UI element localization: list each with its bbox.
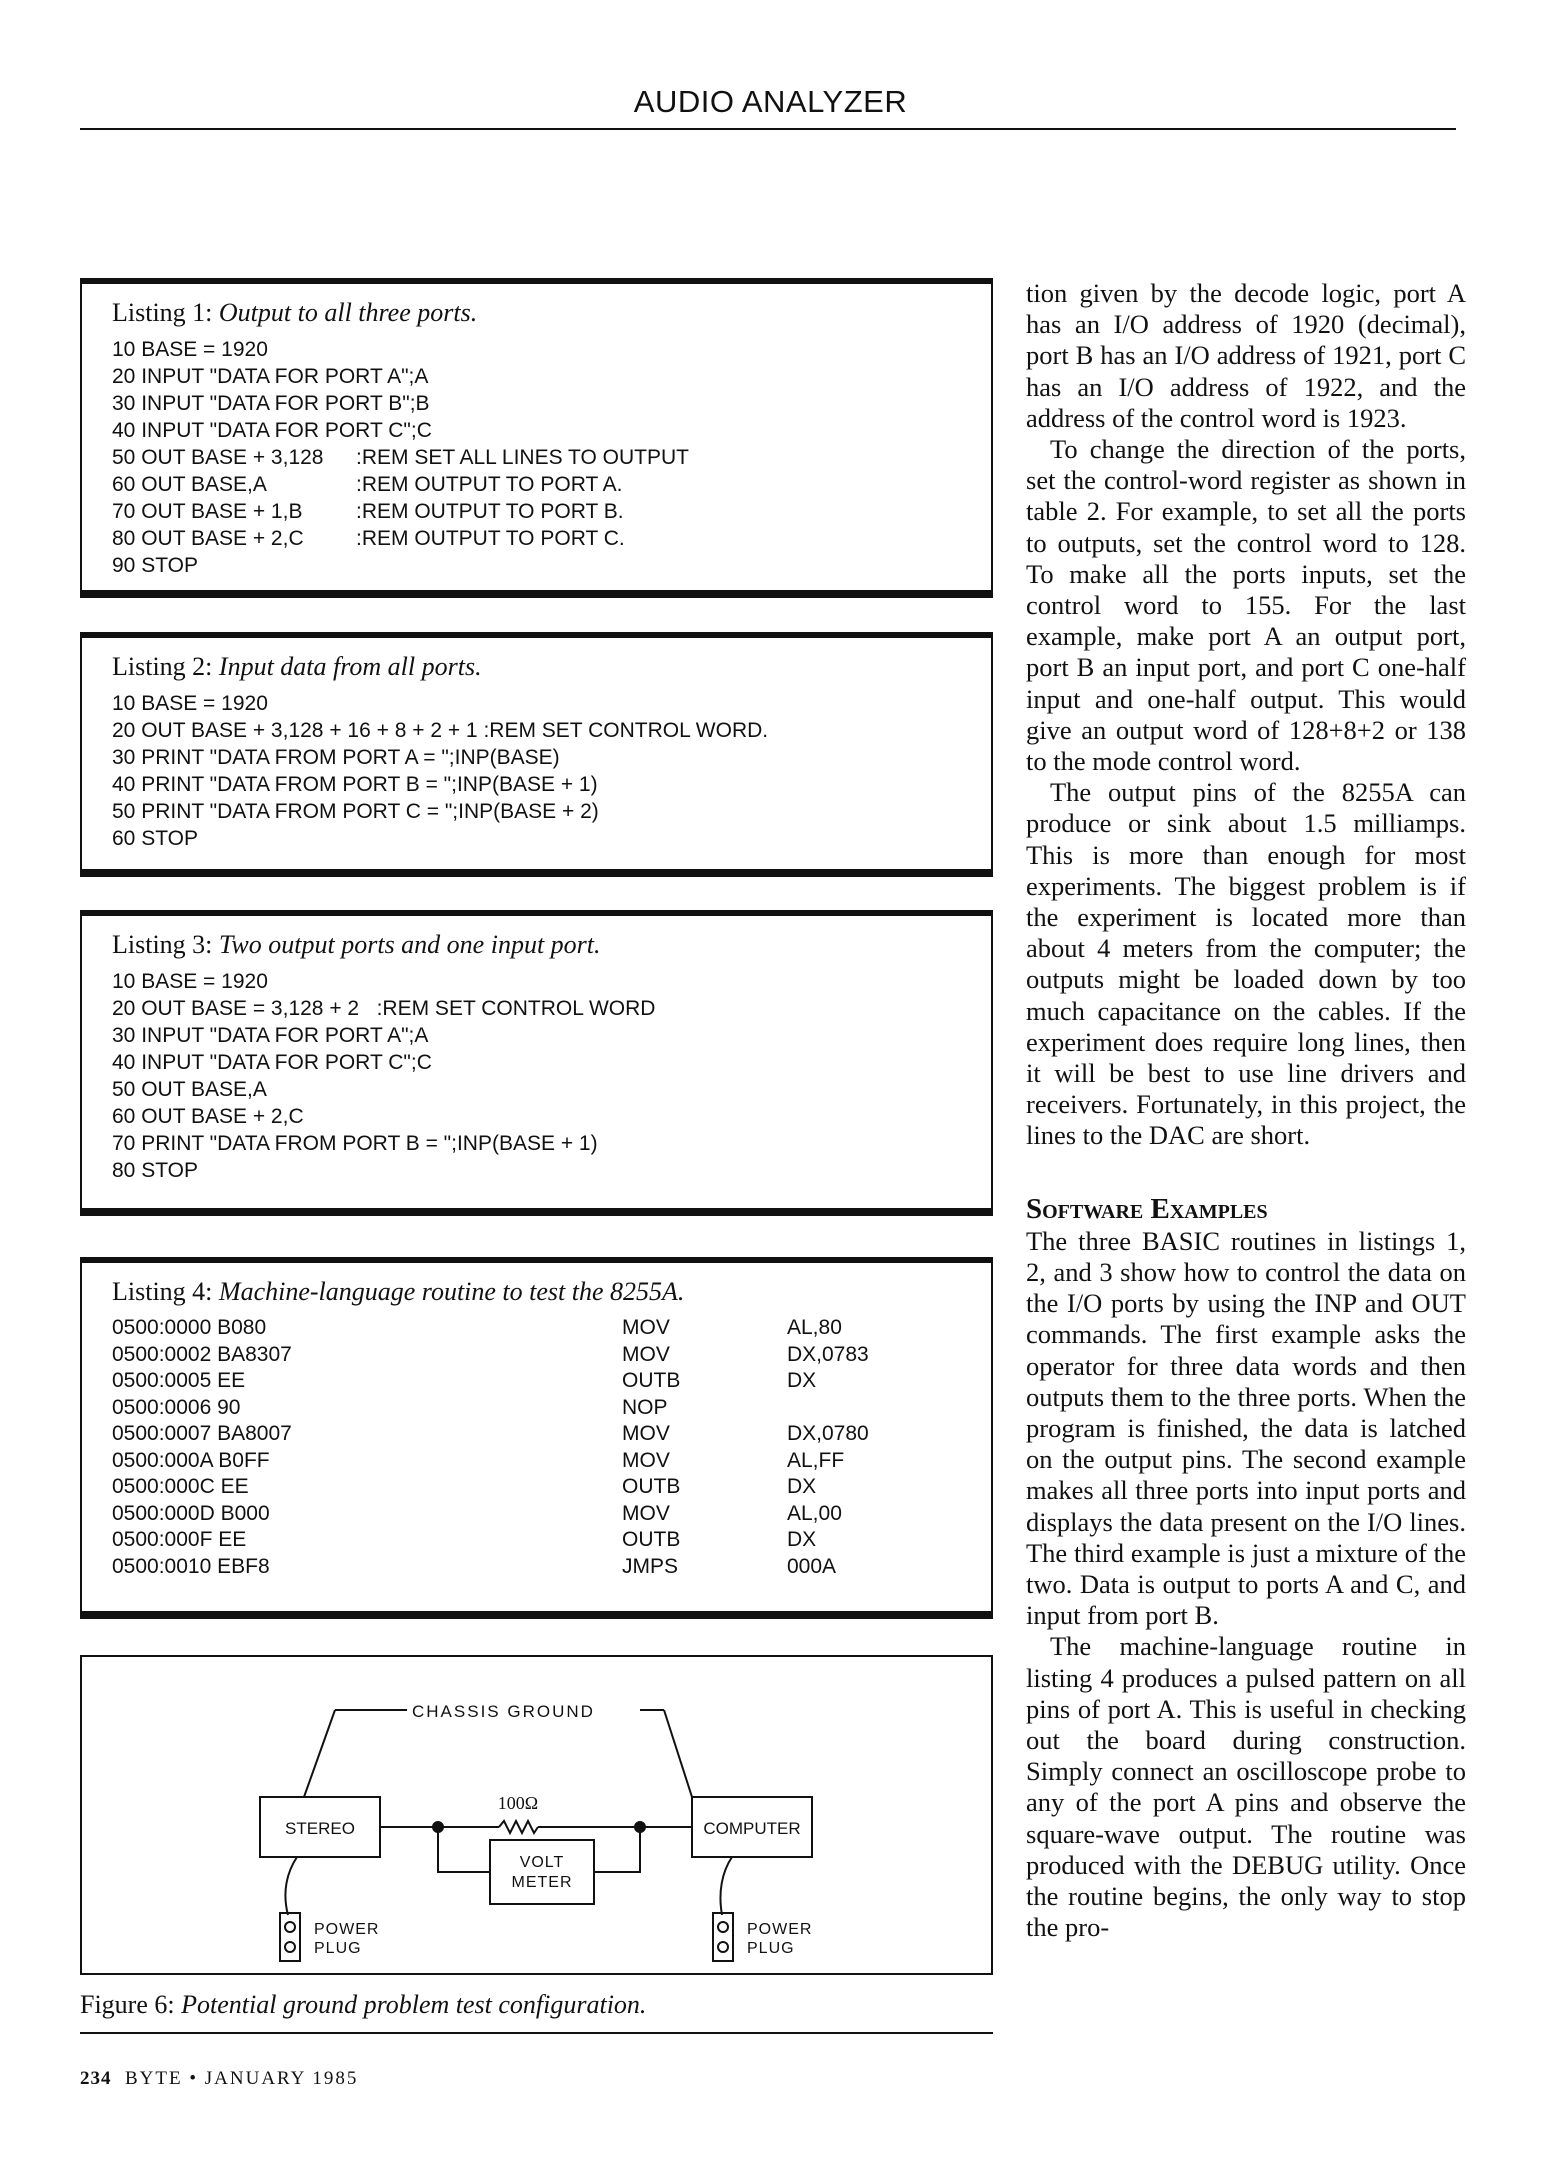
figure-6-diagram [80, 1655, 993, 1975]
listing-1 [80, 278, 993, 598]
ground-line-left-diag [304, 1710, 335, 1797]
asm-row: 0500:0000 B080 MOV AL,80 [112, 1316, 842, 1339]
code-line: 20 OUT BASE + 3,128 + 16 + 8 + 2 + 1 :REM SET CONTROL WORD. [112, 719, 769, 742]
running-header: AUDIO ANALYZER [633, 84, 908, 119]
asm-row: 0500:000C EE OUTB DX [112, 1475, 817, 1498]
volt-meter-label-2: METER [511, 1874, 573, 1891]
code-line: 60 OUT BASE,A :REM OUTPUT TO PORT A. [112, 473, 623, 496]
asm-row: 0500:0005 EE OUTB DX [112, 1369, 817, 1392]
magazine-issue: BYTE • JANUARY 1985 [125, 2068, 359, 2089]
code-line: 80 OUT BASE + 2,C :REM OUTPUT TO PORT C. [112, 527, 625, 550]
code-line: 80 STOP [112, 1159, 198, 1182]
computer-power-cord [720, 1857, 732, 1915]
computer-power-label-1: POWER [747, 1921, 813, 1938]
asm-row: 0500:0007 BA8007 MOV DX,0780 [112, 1422, 869, 1445]
volt-meter-box [490, 1840, 594, 1904]
paragraph: To change the direction of the ports, set the control-word register as shown in table 2. For example, to set all the ports to outputs, set the control word to 128. To make all the ports inputs, set the control word to 155. For the last example, make port A an output port, port B an input port, and port C one-half input and one-half output. This would give an output word of 128+8+2 or 138 to the mode control word. [1026, 434, 1466, 777]
asm-row: 0500:0010 EBF8 JMPS 000A [112, 1554, 837, 1578]
code-line: 90 STOP [112, 554, 198, 577]
listing-1-code [112, 336, 991, 579]
paragraph: The machine-language routine in listing 4 produces a pulsed pattern on all pins of port A. This is useful in checking out the board during construction. Simply connect an oscilloscope probe to any of the port A pins and observe the square-wave output. The routine was produced with the DEBUG utility. Once the routine begins, the only way to stop the pro- [1026, 1631, 1466, 1943]
stereo-power-label-2: PLUG [314, 1940, 362, 1957]
code-line: 50 OUT BASE + 3,128 :REM SET ALL LINES TO OUTPUT [112, 446, 689, 469]
code-line: 30 PRINT "DATA FROM PORT A = ";INP(BASE) [112, 746, 560, 769]
code-line: 60 OUT BASE + 2,C [112, 1105, 304, 1128]
listing-2-code [112, 690, 991, 852]
listing-3-code [112, 968, 991, 1184]
asm-row: 0500:000D B000 MOV AL,00 [112, 1501, 842, 1525]
stereo-power-plug-icon [280, 1913, 300, 1961]
computer-power-plug-icon [713, 1913, 733, 1961]
volt-meter-label-1: VOLT [519, 1854, 565, 1871]
listing-3 [80, 910, 993, 1216]
code-line: 20 INPUT "DATA FOR PORT A";A [112, 365, 429, 388]
page-number: 234 [80, 2068, 112, 2089]
asm-row: 0500:000A B0FF MOV AL,FF [112, 1448, 845, 1472]
code-line: 40 INPUT "DATA FOR PORT C";C [112, 1051, 432, 1074]
paragraph: The output pins of the 8255A can produce or sink about 1.5 milliamps. This is more than enough for most experiments. The biggest problem is if the experiment is located more than about 4 meters from the computer; the outputs might be loaded down by too much capacitance on the cables. If the experiment does require long lines, then it will be best to use line drivers and receivers. Fortunately, in this project, the lines to the DAC are short. [1026, 777, 1466, 1151]
code-line: 10 BASE = 1920 [112, 338, 268, 361]
code-line: 70 OUT BASE + 1,B :REM OUTPUT TO PORT B. [112, 500, 624, 523]
code-line: 60 STOP [112, 827, 198, 850]
code-line: 50 OUT BASE,A [112, 1078, 267, 1101]
code-line: 30 INPUT "DATA FOR PORT A";A [112, 1024, 429, 1047]
code-line: 40 INPUT "DATA FOR PORT C";C [112, 419, 432, 442]
code-line: 10 BASE = 1920 [112, 970, 268, 993]
listing-2-title: Listing 2: Input data from all ports. [112, 652, 482, 681]
asm-row: 0500:0006 90 NOP [112, 1395, 668, 1419]
caption-rule [80, 2032, 993, 2034]
chassis-ground-label: CHASSIS GROUND [412, 1702, 595, 1721]
stereo-power-cord [285, 1857, 297, 1915]
code-line: 50 PRINT "DATA FROM PORT C = ";INP(BASE + 2) [112, 800, 599, 823]
listing-4-code [112, 1315, 991, 1580]
code-line: 10 BASE = 1920 [112, 692, 268, 715]
computer-label: COMPUTER [703, 1819, 801, 1838]
computer-power-label-2: PLUG [747, 1940, 795, 1957]
resistor-label: 100Ω [497, 1793, 539, 1813]
stereo-label: STEREO [285, 1819, 355, 1838]
paragraph: tion given by the decode logic, port A has an I/O address of 1920 (decimal), port B has an I/O address of 1921, port C has an I/O address of 1922, and the address of the control word is 1923. [1026, 278, 1466, 433]
section-heading: Software Examples [1026, 1192, 1268, 1225]
listing-1-title: Listing 1: Output to all three ports. [112, 298, 478, 327]
stereo-power-label-1: POWER [314, 1921, 380, 1938]
listing-4-title: Listing 4: Machine-language routine to test the 8255A. [112, 1277, 685, 1306]
circuit-diagram [82, 1657, 991, 1973]
code-line: 30 INPUT "DATA FOR PORT B";B [112, 392, 430, 415]
code-line: 70 PRINT "DATA FROM PORT B = ";INP(BASE + 1) [112, 1132, 598, 1155]
paragraph: The three BASIC routines in listings 1, 2, and 3 show how to control the data on the I/O ports by using the INP and OUT commands. The first example asks the operator for three data words and then outputs them to the three ports. When the program is finished, the data is latched on the output pins. The second example makes all three ports into input ports and displays the data present on the I/O lines. The third example is just a mixture of the two. Data is output to ports A and C, and input from port B. [1026, 1225, 1466, 1631]
listing-3-title: Listing 3: Two output ports and one input port. [112, 930, 601, 959]
header-rule [80, 128, 1456, 130]
listing-4 [80, 1257, 993, 1619]
listing-2 [80, 632, 993, 877]
ground-line-right-diag [664, 1710, 692, 1797]
body-text-column [1026, 278, 1466, 1943]
resistor-symbol [499, 1821, 538, 1833]
asm-row: 0500:000F EE OUTB DX [112, 1528, 817, 1551]
code-line: 20 OUT BASE = 3,128 + 2 :REM SET CONTROL WORD [112, 997, 656, 1020]
asm-row: 0500:0002 BA8307 MOV DX,0783 [112, 1342, 869, 1366]
code-line: 40 PRINT "DATA FROM PORT B = ";INP(BASE + 1) [112, 773, 598, 796]
meter-lead-right [594, 1829, 640, 1872]
meter-lead-left [438, 1829, 490, 1872]
page-footer [80, 2068, 358, 2090]
figure-6-caption: Figure 6: Potential ground problem test configuration. [80, 1990, 647, 2019]
